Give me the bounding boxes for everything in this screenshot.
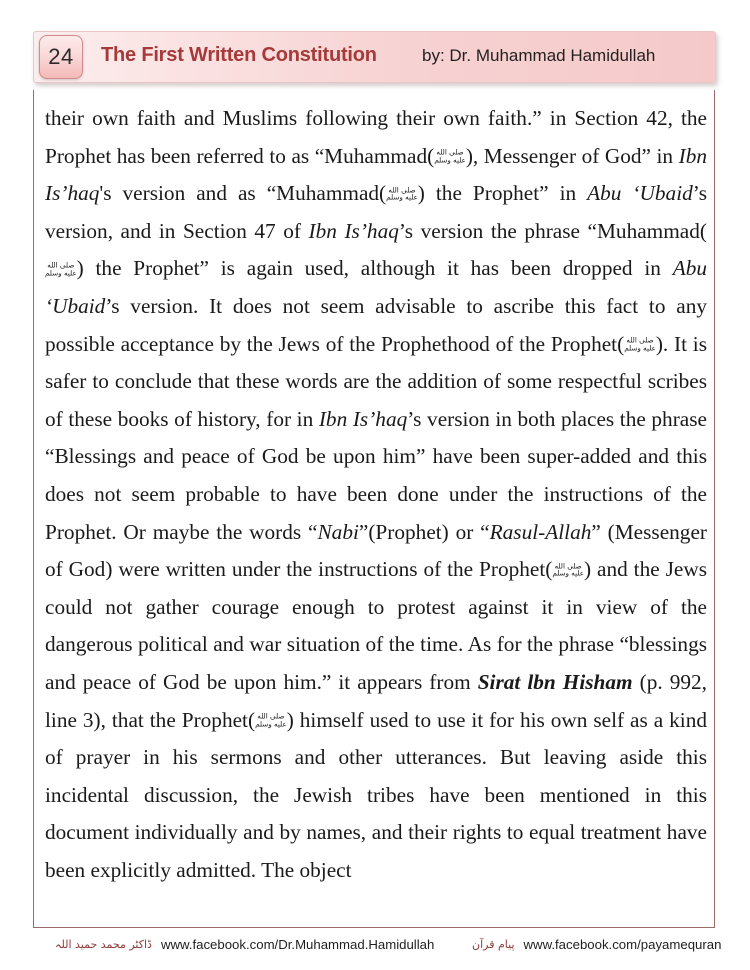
italic-term: Ibn Is’haq (45, 143, 707, 206)
pbuh-honorific-glyph: صلى الله عليه وسلم (255, 711, 287, 729)
page-title: The First Written Constitution (101, 44, 377, 66)
pbuh-honorific-glyph: صلى الله عليه وسلم (434, 147, 466, 165)
pbuh-honorific-glyph: صلى الله عليه وسلم (552, 561, 584, 578)
footer-right-group (472, 936, 721, 954)
italic-term: Ibn Is’haq (308, 218, 399, 243)
footer-left-url[interactable]: www.facebook.com/Dr.Muhammad.Hamidullah (160, 937, 435, 952)
page-footer (0, 936, 750, 970)
italic-term: Abu ‘Ubaid (45, 256, 707, 318)
pbuh-honorific-glyph: صلى الله عليه وسلم (386, 185, 418, 202)
italic-term: Rasul-Allah (489, 519, 592, 544)
page-author: by: Dr. Muhammad Hamidullah (422, 46, 656, 65)
body-paragraph: their own faith and Muslims following their own faith.” in Section 42, the Prophet has been referred to as “Muhammad( صلى الله عليه وسلم ), Messenger of God” in Ibn Is’haq's version and as “Muhammad( صلى الله عليه وسلم ) the Prophet” in Abu ‘Ubaid’s version, and in Section 47 of Ibn Is’haq’s version the phrase “Muhammad( صلى الله عليه وسلم ) the Prophet” is again used, although it has been dropped in Abu ‘Ubaid’s version. It does not seem advisable to ascribe this fact to any possible acceptance by the Jews of the Prophethood of the Prophet( صلى الله عليه وسلم ). It is safer to conclude that these words are the addition of some respectful scribes of these books of history, for in Ibn Is’haq’s version in both places the phrase “Blessings and peace of God be upon him” have been super-added and this does not seem probable to have been done under the instructions of the Prophet. Or maybe the words “Nabi”(Prophet) or “Rasul-Allah” (Messenger of God) were written under the instructions of the Prophet( صلى الله عليه وسلم ) and the Jews could not gather courage enough to protest against it in view of the dangerous political and war situation of the time. As for the phrase “blessings and peace of God be upon him.” it appears from Sirat lbn Hisham (p. 992, line 3), that the Prophet( صلى الله عليه وسلم ) himself used to use it for his own self as a kind of prayer in his sermons and other utterances. But leaving aside this incidental discussion, the Jewish tribes have been mentioned in this document individually and by names, and their rights to equal treatment have been explicitly admitted. The object (45, 106, 708, 882)
footer-left-group (55, 936, 434, 954)
page-header (33, 31, 716, 83)
book-title-reference: Sirat lbn Hisham (477, 669, 633, 694)
italic-term: Abu ‘Ubaid (587, 181, 693, 206)
pbuh-honorific-glyph: صلى الله عليه وسلم (45, 260, 77, 277)
italic-term: Ibn Is’haq (318, 406, 408, 431)
footer-left-urdu-label: ڈاکٹر محمد حمید اللہ (55, 938, 152, 951)
footer-right-url[interactable]: www.facebook.com/payamequran (523, 937, 722, 952)
footer-right-urdu-label: پیام قرآن (472, 938, 515, 951)
page-number-badge: 24 (39, 35, 83, 79)
pbuh-honorific-glyph: صلى الله عليه وسلم (624, 335, 656, 353)
italic-term: Nabi (317, 519, 359, 544)
body-text (45, 100, 707, 889)
